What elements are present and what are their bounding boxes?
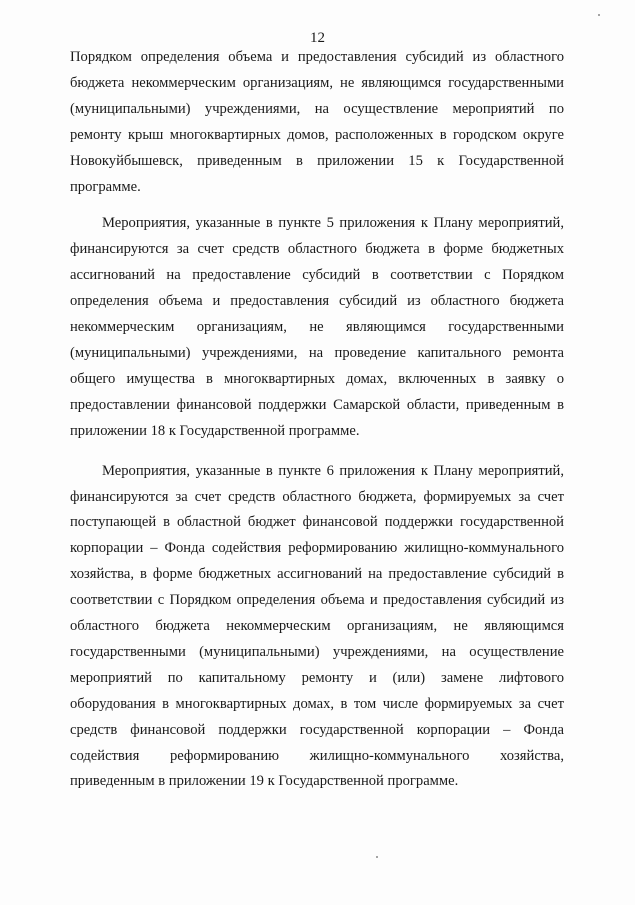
document-body <box>70 45 564 795</box>
paragraph-3: Мероприятия, указанные в пункте 6 приложения к Плану мероприятий, финансируются за счет средств областного бюджета, формируемых за счет поступающей в областной бюджет финансовой поддержки государственной корпорации – Фонда содействия реформированию жилищно-коммунального хозяйства, в форме бюджетных ассигнований на предоставление субсидий в соответствии с Порядком определения объема и предоставления субсидий из областного бюджета некоммерческим организациям, не являющимся государственными (муниципальными) учреждениями, на осуществление мероприятий по капитальному ремонту и (или) замене лифтового оборудования в многоквартирных домах, в том числе формируемых за счет средств финансовой поддержки государственной корпорации – Фонда содействия реформированию жилищно-коммунального хозяйства, приведенным в приложении 19 к Государственной программе. <box>70 462 564 790</box>
scan-speck <box>598 14 600 16</box>
paragraph-spacer <box>70 200 564 211</box>
paragraph-spacer <box>70 445 564 459</box>
page-number: 12 <box>310 30 325 46</box>
paragraph-2: Мероприятия, указанные в пункте 5 приложения к Плану мероприятий, финансируются за счет средств областного бюджета в форме бюджетных ассигнований на предоставление субсидий в соответствии с Порядком определения объема и предоставления субсидий из областного бюджета некоммерческим организациям, не являющимся государственными (муниципальными) учреждениями, на проведение капитального ремонта общего имущества в многоквартирных домах, включенных в заявку о предоставлении финансовой поддержки Самарской области, приведенным в приложении 18 к Государственной программе. <box>70 215 564 439</box>
paragraph-1: Порядком определения объема и предоставления субсидий из областного бюджета некоммерческим организациям, не являющимся государственными (муниципальными) учреждениями, на осуществление мероприятий по ремонту крыш многоквартирных домов, расположенных в городском округе Новокуйбышевск, приведенным в приложении 15 к Государственной программе. <box>70 49 564 195</box>
scan-speck <box>376 856 378 858</box>
